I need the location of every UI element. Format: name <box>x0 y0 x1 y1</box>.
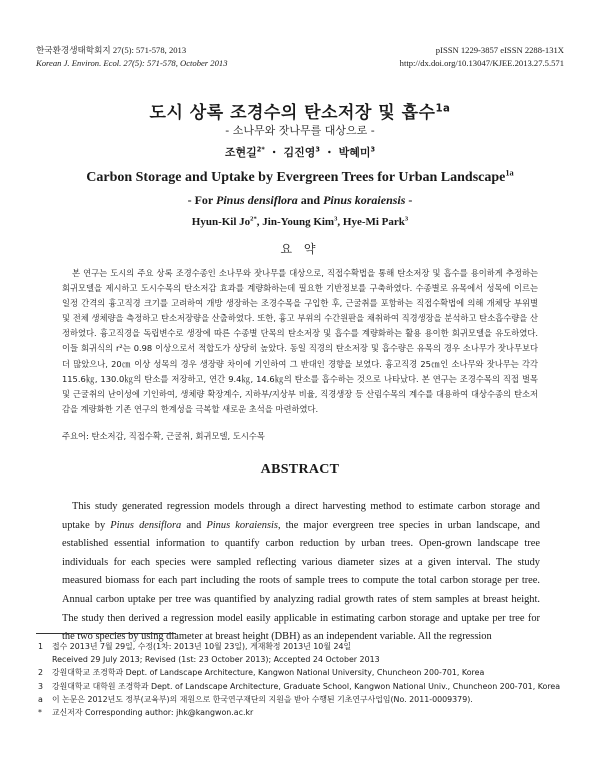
species-name-pinus-densiflora: Pinus densiflora <box>216 193 298 207</box>
footnote-mark: a <box>38 694 43 704</box>
author-separator: ・ <box>323 146 335 159</box>
footnote-text: 이 논문은 2012년도 정부(교육부)의 재원으로 한국연구재단의 지원을 받아 수행된 기초연구사업임(No. 2011-0009379). <box>52 694 473 704</box>
korean-abstract-heading: 요 약 <box>280 242 320 256</box>
footnote-text: Received 29 July 2013; Revised (1st: 23 October 2013); Accepted 24 October 2013 <box>52 655 380 665</box>
english-subtitle-and: and <box>300 193 321 207</box>
english-subtitle-suffix: - <box>408 193 413 207</box>
english-title-footnote: 1a <box>505 168 514 178</box>
abstract-text-part-1: This study generated regression models through a direct harvesting method to estimate carbon storage and uptake by <box>62 501 540 531</box>
author-3-en: Hye-Mi Park <box>342 216 405 228</box>
footnote-text: 접수 2013년 7월 29일, 수정(1차: 2013년 10월 23일), 게재확정 2013년 10월 24일 <box>52 642 352 651</box>
korean-authors <box>0 144 600 160</box>
footnote-mark: 1 <box>38 642 44 651</box>
abstract-and: and <box>186 519 202 531</box>
author-separator: ・ <box>268 146 280 159</box>
korean-keywords: 주요어: 탄소저감, 직접수확, 근굴취, 회귀모델, 도시수목 <box>62 431 265 441</box>
doi-link[interactable]: http://dx.doi.org/10.13047/KJEE.2013.27.5.571 <box>399 58 564 68</box>
author-separator: , <box>256 216 263 228</box>
species-name-pinus-densiflora: Pinus densiflora <box>110 519 182 531</box>
journal-name-english: Korean J. Environ. Ecol. 27(5): 571-578, October 2013 <box>36 58 228 68</box>
author-3-ko: 박혜미 <box>338 146 371 159</box>
issn-line: pISSN 1229-3857 eISSN 2288-131X <box>435 45 564 55</box>
journal-header-left <box>36 44 228 70</box>
korean-abstract-body: 본 연구는 도시의 주요 상록 조경수종인 소나무와 잣나무를 대상으로, 직접수확법을 통해 탄소저장 및 흡수를 용이하게 추정하는 회귀모델을 제시하고 도시수목의 탄소저감 효과를 계량화하는데 필요한 기반정보를 구축하였다. 수종별로 유목에서 성목에 이르는 일정 간격의 흉고직경 크기를 고려하여 개방 생장하는 조경수목을 구입한 후, 근굴취를 포함하는 직접수확법에 의해 개체당 부위별 및 전체 생체량을 측정하고 탄소저장량을 산출하였다. 또한, 흉고 부위의 수간원판을 채취하여 직경생장을 분석하고 탄소흡수량을 산정하였다. 흉고직경을 독립변수로 생장에 따른 수종별 단목의 탄소저장 및 흡수를 계량화하는 활용 용이한 회귀모델을 유도하였다. 이들 회귀식의 r²는 0.98 이상으로서 적합도가 상당히 높았다. 동일 직경의 탄소저장 및 흡수량은 유목의 경우 소나무가 잣나무보다 더 많았으나, 20㎝ 이상 성목의 경우 생장량 차이에 기인하여 그 반대인 경향을 보였다. 흉고직경 25㎝인 소나무와 잣나무는 각각 115.6㎏, 130.0㎏의 탄소를 저장하고, 연간 9.4㎏, 14.6㎏의 탄소를 흡수하는 것으로 나타났다. 본 연구는 조경수목의 직접 벌목 및 근굴취의 난이성에 기인하여, 생체량 확장계수, 지하부/지상부 비율, 직경생장 등 산림수목의 계수를 대용하여 대상수종의 탄소저감을 계량화한 기존 연구의 한계성을 극복할 새로운 초석을 마련하였다. <box>62 268 538 414</box>
author-separator: , <box>337 216 343 228</box>
footnote-text: 강원대학교 조경학과 Dept. of Landscape Architecture, Kangwon National University, Chuncheon 200-701, Korea <box>52 668 485 678</box>
author-1-ko: 조현길 <box>224 146 257 159</box>
korean-title <box>0 98 600 123</box>
footnote-mark: 2 <box>38 668 44 678</box>
journal-name-korean: 한국환경생태학회지 27(5): 571-578, 2013 <box>36 45 187 55</box>
footnote-text: 강원대학교 대학원 조경학과 Dept. of Landscape Architecture, Graduate School, Kangwon National Univ., Chuncheon 200-701, Korea <box>52 681 561 691</box>
english-authors <box>0 216 600 228</box>
korean-title-footnote: 1a <box>435 103 451 115</box>
author-3-en-sup: 3 <box>404 215 409 223</box>
author-2-en-sup: 3 <box>334 215 338 223</box>
footnote-mark: * <box>38 708 42 718</box>
english-subtitle <box>0 193 600 208</box>
abstract-heading: ABSTRACT <box>260 462 340 477</box>
korean-subtitle: - 소나무와 잣나무를 대상으로 - <box>225 124 375 137</box>
author-2-en: Jin-Young Kim <box>262 216 335 228</box>
species-name-pinus-koraiensis: Pinus koraiensis <box>206 519 278 531</box>
species-name-pinus-koraiensis: Pinus koraiensis <box>323 193 406 207</box>
footnote-item <box>38 680 568 693</box>
author-1-en: Hyun-Kil Jo <box>191 216 251 228</box>
english-subtitle-prefix: - For <box>187 193 214 207</box>
footnote-mark <box>38 653 52 666</box>
footnote-item <box>38 706 568 719</box>
footnote-item <box>38 640 568 653</box>
english-abstract-body <box>62 498 540 647</box>
footnote-item <box>38 653 568 666</box>
author-1-ko-sup: 2* <box>256 145 265 154</box>
author-1-en-sup: 2* <box>250 215 257 223</box>
korean-title-text: 도시 상록 조경수의 탄소저장 및 흡수 <box>149 103 436 123</box>
author-2-ko: 김진영 <box>283 146 316 159</box>
footnote-text: 교신저자 Corresponding author: jhk@kangwon.ac.kr <box>52 708 254 718</box>
footnotes <box>38 640 568 719</box>
author-2-ko-sup: 3 <box>315 145 320 154</box>
footnote-divider <box>36 633 176 634</box>
english-title-text: Carbon Storage and Uptake by Evergreen Trees for Urban Landscape <box>86 170 506 185</box>
footnote-item <box>38 693 568 706</box>
footnote-item <box>38 666 568 679</box>
english-title <box>0 170 600 186</box>
footnote-mark: 3 <box>38 681 44 691</box>
abstract-text-part-2: , the major evergreen tree species in urban landscape, and established essential information to quantify carbon reduction by urban trees. Open-grown landscape tree individuals for each species were sampled reflecting various diameter sizes at a given interval. The study measured biomass for each part including the roots of sample trees to compute the total carbon storage per tree. Annual carbon uptake per tree was quantified by analyzing radial growth rates of stem samples at breast height. The study then derived a regression model easily applicable in estimating carbon storage and uptake per tree for the two species by using diameter at breast height (DBH) as an independent variable. All the regression <box>62 519 540 643</box>
author-3-ko-sup: 3 <box>370 145 376 154</box>
journal-header-right <box>400 44 564 70</box>
